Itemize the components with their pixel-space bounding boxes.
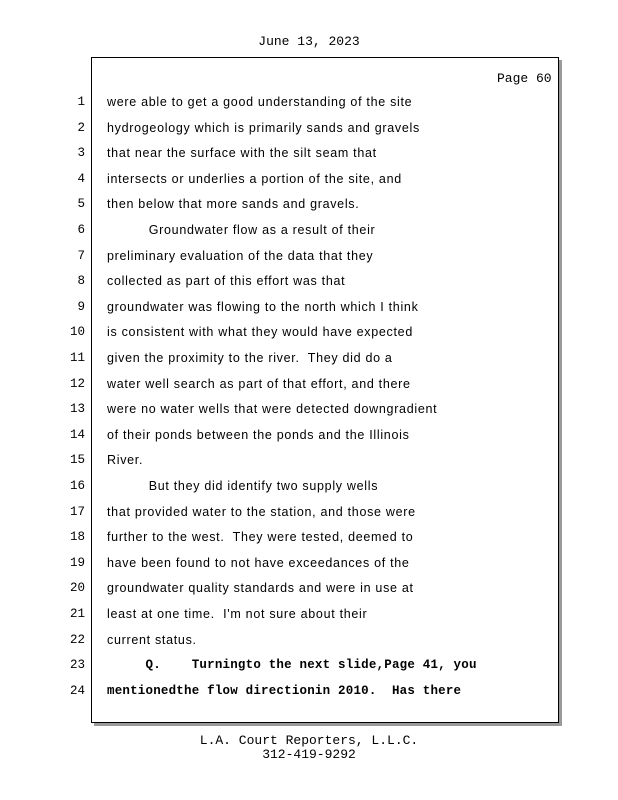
transcript-line-text: given the proximity to the river. They did do a (107, 351, 393, 365)
transcript-line-text: But they did identify two supply wells (107, 479, 379, 493)
transcript-line-text: groundwater was flowing to the north which I think (107, 299, 419, 314)
line-number: 24 (69, 683, 85, 698)
line-number: 20 (69, 581, 85, 596)
line-number: 11 (69, 351, 85, 365)
transcript-line-text: mentionedthe flow directionin 2010. Has there (107, 683, 462, 698)
transcript-line-text: then below that more sands and gravels. (107, 197, 360, 212)
transcript-line-text: were no water wells that were detected downgradient (107, 402, 438, 417)
line-number: 19 (69, 555, 85, 570)
transcript-line-text: groundwater quality standards and were in use at (107, 581, 414, 596)
line-number: 15 (69, 453, 85, 468)
line-number: 9 (77, 299, 85, 314)
footer-phone: 312-419-9292 (262, 747, 356, 762)
line-number: 21 (69, 607, 85, 621)
transcript-line-text: preliminary evaluation of the data that they (107, 248, 374, 263)
transcript-line-text: that provided water to the station, and those were (107, 504, 416, 519)
transcript-line-text: further to the west. They were tested, deemed to (107, 530, 414, 545)
transcript-line-text: current status. (107, 632, 197, 647)
line-number: 4 (77, 171, 85, 186)
line-number: 5 (77, 197, 85, 212)
line-number: 23 (69, 658, 85, 673)
transcript-line-text: intersects or underlies a portion of the site, and (107, 171, 402, 186)
line-number: 2 (77, 120, 85, 135)
line-number: 18 (69, 530, 85, 545)
transcript-line-text: collected as part of this effort was that (107, 274, 346, 289)
transcript-line-text: were able to get a good understanding of the site (107, 95, 413, 109)
line-number: 16 (69, 479, 85, 493)
line-number: 8 (77, 274, 85, 289)
transcript-line-text: have been found to not have exceedances of the (107, 555, 410, 570)
line-number: 10 (69, 325, 85, 340)
line-number: 17 (69, 504, 85, 519)
transcript-line-text: hydrogeology which is primarily sands and gravels (107, 120, 420, 135)
transcript-line-text: Groundwater flow as a result of their (107, 223, 376, 237)
transcript-line-text: is consistent with what they would have expected (107, 325, 413, 340)
transcript-line-text: water well search as part of that effort, and there (107, 376, 411, 391)
transcript-date: June 13, 2023 (258, 34, 360, 49)
transcript-line-text: least at one time. I'm not sure about their (107, 607, 368, 621)
line-number: 7 (77, 248, 85, 263)
line-number: 22 (69, 632, 85, 647)
line-number: 14 (69, 427, 85, 442)
transcript-line-text: Q. Turningto the next slide,Page 41, you (107, 658, 477, 673)
line-number: 12 (69, 376, 85, 391)
transcript-line-text: of their ponds between the ponds and the Illinois (107, 427, 410, 442)
line-number: 1 (77, 95, 85, 109)
line-number: 13 (69, 402, 85, 417)
line-number: 3 (77, 146, 85, 161)
line-number: 6 (77, 223, 85, 237)
transcript-line-text: River. (107, 453, 144, 468)
transcript-line-text: that near the surface with the silt seam that (107, 146, 377, 161)
page-number: Page 60 (497, 71, 552, 86)
footer-company: L.A. Court Reporters, L.L.C. (199, 733, 419, 748)
